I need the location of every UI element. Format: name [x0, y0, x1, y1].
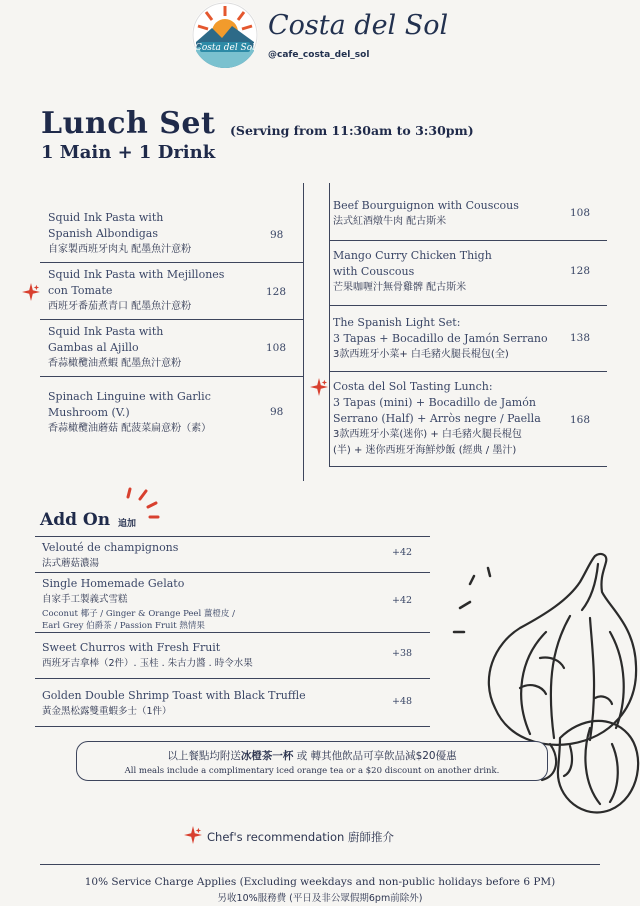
lunch-item	[333, 198, 563, 230]
addon-item	[42, 540, 382, 572]
notice-zh-suffix: 或 轉其他飲品可享飲品減$20優惠	[293, 750, 457, 762]
addon-name-zh: 黃金黑松露雙重蝦多士（1件）	[42, 706, 172, 717]
item-name-zh: 香蒜橄欖油煮蝦 配墨魚汁意粉	[48, 358, 182, 369]
divider-left	[303, 183, 304, 481]
lunch-item	[48, 324, 268, 372]
item-name-line: Spanish Albondigas	[48, 227, 158, 240]
brand-name: Costa del Sol	[268, 10, 449, 41]
item-name-line: Costa del Sol Tasting Lunch:	[333, 380, 493, 393]
item-price: 98	[270, 229, 284, 241]
item-divider	[329, 240, 607, 241]
addon-price: +42	[392, 595, 413, 606]
addon-name: Velouté de champignons	[42, 541, 179, 554]
item-price: 138	[570, 332, 591, 344]
addon-price: +42	[392, 547, 413, 558]
lunch-item	[48, 210, 268, 258]
item-name-line: con Tomate	[48, 284, 113, 297]
addon-divider	[35, 536, 430, 537]
addon-item	[42, 640, 382, 672]
addon-flavours: Coconut 椰子 / Ginger & Orange Peel 薑橙皮 /	[42, 609, 235, 619]
item-name-zh: 芒果咖喱汁無骨雞髀 配古斯米	[333, 282, 467, 293]
item-name-line: Serrano (Half) + Arròs negre / Paella	[333, 412, 541, 425]
lunch-item	[333, 379, 573, 459]
logo-emblem-icon	[192, 2, 258, 68]
instagram-handle: @cafe_costa_del_sol	[268, 50, 370, 60]
notice-zh-prefix: 以上餐點均附送	[167, 750, 241, 762]
item-divider	[40, 319, 304, 320]
item-name-line: Beef Bourguignon with Couscous	[333, 199, 519, 212]
notice-en: All meals include a complimentary iced orange tea or a $20 discount on another drink.	[124, 766, 500, 776]
addon-item	[42, 688, 382, 720]
item-name-line: The Spanish Light Set:	[333, 316, 461, 329]
item-name-zh: 自家製西班牙肉丸 配墨魚汁意粉	[48, 244, 192, 255]
item-price: 108	[266, 342, 287, 354]
item-divider	[329, 466, 607, 467]
item-divider	[329, 371, 607, 372]
item-name-zh: 法式紅酒燉牛肉 配古斯米	[333, 216, 447, 227]
item-name-line: with Couscous	[333, 265, 415, 278]
addon-divider	[35, 726, 430, 727]
lunch-item	[48, 389, 268, 437]
addon-title: Add On	[40, 510, 111, 530]
item-divider	[40, 262, 304, 263]
item-name-line: 3 Tapas (mini) + Bocadillo de Jamón	[333, 396, 536, 409]
item-name-zh: 西班牙番茄煮青口 配墨魚汁意粉	[48, 301, 192, 312]
footer-divider	[40, 864, 600, 865]
recommend-star-icon	[184, 826, 202, 844]
item-name-line: Squid Ink Pasta with Mejillones	[48, 268, 225, 281]
item-name-line: Squid Ink Pasta with	[48, 211, 164, 224]
item-name-line: Squid Ink Pasta with	[48, 325, 164, 338]
addon-name-zh: 自家手工製義式雪糕	[42, 594, 128, 605]
addon-divider	[35, 678, 430, 679]
page-title: Lunch Set	[41, 106, 216, 141]
addon-name: Sweet Churros with Fresh Fruit	[42, 641, 221, 654]
garlic-illustration-icon	[450, 548, 640, 828]
lunch-item	[333, 248, 563, 296]
drink-notice	[76, 741, 548, 781]
item-divider	[329, 305, 607, 306]
item-price: 128	[266, 286, 287, 298]
addon-name-zh: 西班牙吉拿棒（2件）. 玉桂 . 朱古力醬 . 時令水果	[42, 658, 253, 669]
logo	[192, 2, 258, 68]
item-price: 108	[570, 207, 591, 219]
recommend-star-icon	[310, 378, 328, 396]
service-charge-zh: 另收10%服務費 (平日及非公眾假期6pm前除外)	[217, 893, 423, 904]
addon-divider	[35, 572, 430, 573]
item-name-line: Mango Curry Chicken Thigh	[333, 249, 492, 262]
page-subtitle: 1 Main + 1 Drink	[41, 142, 216, 163]
lunch-item	[333, 315, 573, 363]
addon-name: Single Homemade Gelato	[42, 577, 185, 590]
addon-divider	[35, 632, 430, 633]
chef-recommendation-legend: Chef's recommendation 廚師推介	[207, 830, 394, 844]
divider-right	[329, 183, 330, 466]
notice-zh-bold: 冰橙茶一杯	[240, 750, 294, 762]
item-name-line: Gambas al Ajillo	[48, 341, 139, 354]
item-name-line: Spinach Linguine with Garlic	[48, 390, 211, 403]
item-name-line: 3 Tapas + Bocadillo de Jamón Serrano	[333, 332, 548, 345]
item-price: 128	[570, 265, 591, 277]
item-price: 98	[270, 406, 284, 418]
addon-price: +48	[392, 696, 413, 707]
item-name-line: Mushroom (V.)	[48, 406, 130, 419]
item-name-zh: 3款西班牙小菜+ 白毛豬火腿長棍包(全)	[333, 349, 509, 360]
item-divider	[40, 376, 304, 377]
addon-name-zh: 法式蘑菇濃湯	[42, 558, 100, 569]
notice-zh	[77, 748, 547, 763]
addon-flavours: Earl Grey 伯爵茶 / Passion Fruit 熱情果	[42, 621, 205, 631]
addon-name: Golden Double Shrimp Toast with Black Truffle	[42, 689, 306, 702]
item-name-zh: 3款西班牙小菜(迷你) + 白毛豬火腿長棍包	[333, 429, 522, 440]
addon-price: +38	[392, 648, 413, 659]
addon-item	[42, 576, 382, 632]
recommend-star-icon	[22, 283, 40, 301]
addon-title-zh: 追加	[118, 519, 137, 529]
item-name-zh: 香蒜橄欖油蘑菇 配菠菜扁意粉（素）	[48, 423, 212, 434]
service-charge-en: 10% Service Charge Applies (Excluding weekdays and non-public holidays before 6 PM)	[84, 876, 556, 888]
item-price: 168	[570, 414, 591, 426]
lunch-item	[48, 267, 268, 315]
logo-text: Costa del Sol	[194, 43, 256, 53]
item-name-zh: (半) + 迷你西班牙海鮮炒飯 (經典 / 墨汁)	[333, 445, 517, 456]
serving-hours: (Serving from 11:30am to 3:30pm)	[230, 123, 474, 138]
